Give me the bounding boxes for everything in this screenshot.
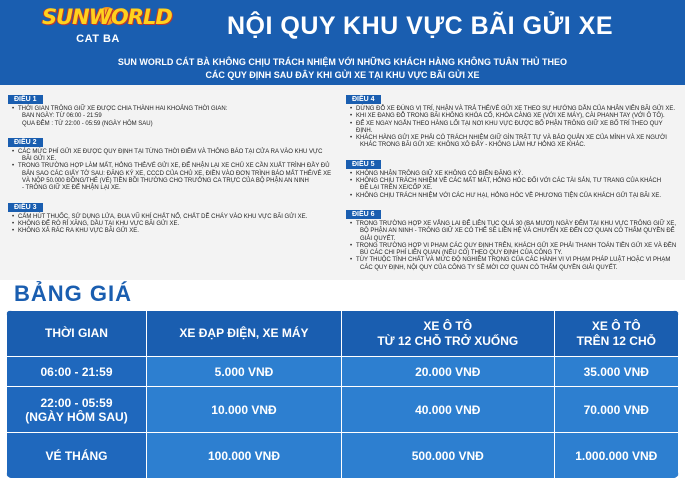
header-motorbike-label: XE ĐẠP ĐIỆN, XE MÁY <box>179 326 309 340</box>
rule-text: BAN NGÀY: TỪ 06:00 - 21:59 <box>22 113 102 120</box>
bullet-icon: • <box>350 178 353 185</box>
rule-text: KHÔNG CHỊU TRÁCH NHIỆM VỀ CÁC MẤT MÁT, HỎNG HÓC ĐỐI VỚI CÁC TÀI SẢN, TƯ TRANG CỦA KHÁCH <box>356 178 662 185</box>
rule-line <box>346 185 680 192</box>
bullet-icon: • <box>350 106 353 112</box>
price-cell: 5.000 VNĐ <box>147 357 342 387</box>
price-cell: 500.000 VNĐ <box>341 433 554 479</box>
rule-line <box>8 228 342 235</box>
header <box>0 0 685 55</box>
rule-label: ĐIỀU 4 <box>346 95 381 104</box>
header-time <box>7 311 147 357</box>
rule-text: QUA ĐÊM : TỪ 22:00 - 05:59 (NGÀY HÔM SAU) <box>22 120 153 127</box>
rule-label: ĐIỀU 2 <box>8 138 43 147</box>
rule-text: KHI XE ĐANG ĐỖ TRONG BÃI KHÔNG KHÓA CỔ, KHÓA CÀNG XE (VỚI XE MÁY), CÀI PHANH TAY (VỚI Ô TÔ). <box>356 113 665 120</box>
rule-block <box>346 153 680 200</box>
header-car-large-line1: XE Ô TÔ <box>591 318 641 333</box>
logo-subtitle: CAT BA <box>76 33 120 45</box>
rules-panel <box>0 85 685 280</box>
bullet-icon: • <box>350 120 353 127</box>
rule-text: KHÁC TRONG BÃI GỬI XE: KHÔNG XÔ ĐẨY - KHÔNG LÀM HƯ HỎNG XE KHÁC. <box>360 142 586 149</box>
disclaimer-line-2: CÁC QUY ĐỊNH SAU ĐÂY KHI GỬI XE TẠI KHU VỰC BÃI GỬI XE <box>205 70 480 80</box>
bullet-icon: • <box>12 213 15 220</box>
rule-text: BỘ PHẬN AN NINH - TRÔNG GIỮ XE CÓ THỂ SẼ LIÊN HỆ VÀ CHUYỂN XE ĐẾN CƠ QUAN CÓ THẨM QUYỀN ĐỂ <box>360 228 675 235</box>
bullet-icon: • <box>350 257 353 264</box>
rule-text: VÀ NỘP 50.000 ĐỒNG/THẺ (VÉ) TIỀN BỒI THƯỜNG CHO TRƯỞNG CA TRỰC CỦA BỘ PHẬN AN NINH <box>22 178 309 185</box>
rule-block <box>8 131 342 193</box>
rule-text: DỪNG ĐỖ XE ĐÚNG VỊ TRÍ, NHẬN VÀ TRẢ THẺ/VÉ GỬI XE THEO SỰ HƯỚNG DẪN CỦA NHÂN VIÊN BÃI GỬI XE. <box>356 106 676 112</box>
logo-text: SUNWORLD <box>42 5 172 29</box>
bullet-icon: • <box>350 170 353 177</box>
price-header-row <box>7 311 679 357</box>
bullet-icon: • <box>350 220 353 227</box>
header-car-large <box>554 311 678 357</box>
rule-label: ĐIỀU 3 <box>8 203 43 212</box>
rule-text: ĐỂ XE NGAY NGẮN THEO HÀNG LỐI TẠI NƠI KHU VỰC ĐƯỢC BỐ PHẬN TRÔNG GIỮ XE BỐ TRÍ THEO QUY ĐỊNH. <box>356 120 663 134</box>
bullet-icon: • <box>12 228 15 235</box>
price-cell: 20.000 VNĐ <box>341 357 554 387</box>
header-time-label: THỜI GIAN <box>45 326 108 340</box>
rule-block <box>346 203 680 272</box>
rule-line <box>346 142 680 149</box>
rule-text: TRONG TRƯỜNG HỢP LÀM MẤT, HỎNG THẺ/VÉ GỬI XE, ĐỂ NHẬN LẠI XE CHỦ XE CẦN XUẤT TRÌNH ĐẦY ĐỦ <box>18 163 330 170</box>
rule-text: KHÔNG NHẬN TRÔNG GIỮ XE KHÔNG CÓ BIỂN ĐĂNG KÝ. <box>356 170 524 177</box>
rule-block <box>8 196 342 236</box>
rule-text: CÁC MỨC PHÍ GỬI XE ĐƯỢC QUY ĐỊNH TẠI TỪNG THỜI ĐIỂM VÀ THÔNG BÁO TẠI CỬA RA VÀO KHU VỰC <box>18 148 323 155</box>
rule-text: THỜI GIAN TRÔNG GIỮ XE ĐƯỢC CHIA THÀNH HAI KHOẢNG THỜI GIAN: <box>18 106 228 112</box>
price-row <box>7 387 679 433</box>
time-cell <box>7 433 147 479</box>
bullet-icon: • <box>350 135 353 142</box>
price-table <box>6 310 679 478</box>
time-label: VÉ THÁNG <box>45 448 108 463</box>
rule-text: BÃI GỬI XE. <box>22 156 57 163</box>
disclaimer <box>0 55 685 85</box>
rule-text: - TRÔNG GIỮ XE ĐỂ NHẬN LẠI XE. <box>22 185 121 192</box>
disclaimer-line-1: SUN WORLD CÁT BÀ KHÔNG CHỊU TRÁCH NHIỆM VỚI NHỮNG KHÁCH HÀNG KHÔNG TUÂN THỦ THEO <box>117 57 568 67</box>
rule-line <box>8 171 342 178</box>
rule-line <box>346 121 680 136</box>
time-note: (NGÀY HÔM SAU) <box>25 409 128 424</box>
price-cell: 70.000 VNĐ <box>554 387 678 433</box>
bullet-icon: • <box>350 113 353 120</box>
rule-block <box>8 88 342 128</box>
price-cell: 100.000 VNĐ <box>147 433 342 479</box>
time-label: 22:00 - 05:59 <box>40 395 113 410</box>
rule-text: BẢN SAO CÁC GIẤY TỜ SAU: ĐĂNG KÝ XE, CCCD CỦA CHỦ XE, ĐIỀN VÀO ĐƠN TRÌNH BÁO MẤT THẺ/VÉ XE <box>22 170 332 177</box>
rule-text: KHÔNG ĐỂ RÒ RỈ XĂNG, DẦU TẠI KHU VỰC BÃI GỬI XE. <box>18 220 180 227</box>
rule-text: KHÔNG CHỊU TRÁCH NHIỆM VỚI CÁC HƯ HẠI, HỎNG HÓC VỀ PHƯƠNG TIỆN CỦA KHÁCH GỬI TẠI BÃI XE. <box>356 192 662 199</box>
price-cell: 35.000 VNĐ <box>554 357 678 387</box>
rule-label: ĐIỀU 5 <box>346 160 381 169</box>
rules-column-right <box>346 88 680 275</box>
rule-line <box>8 149 342 156</box>
rule-line <box>346 257 680 264</box>
rule-line <box>8 121 342 128</box>
rule-line <box>346 236 680 243</box>
header-car-small-line1: XE Ô TÔ <box>423 318 473 333</box>
sunworld-logo <box>42 5 172 51</box>
header-motorbike <box>147 311 342 357</box>
header-car-small-line2: TỪ 12 CHỖ TRỞ XUỐNG <box>377 333 519 348</box>
bullet-icon: • <box>12 148 15 155</box>
header-car-small <box>341 311 554 357</box>
header-car-large-line2: TRÊN 12 CHỖ <box>576 333 656 348</box>
rule-line <box>8 185 342 192</box>
bullet-icon: • <box>350 192 353 199</box>
bullet-icon: • <box>12 106 15 112</box>
price-cell: 10.000 VNĐ <box>147 387 342 433</box>
rule-label: ĐIỀU 6 <box>346 210 381 219</box>
rule-text: ĐỂ LẠI TRÊN XE/CỐP XE. <box>360 185 433 192</box>
rules-column-left <box>8 88 342 239</box>
rule-text: KHÁCH HÀNG GỬI XE PHẢI CÓ TRÁCH NHIỆM GIỮ GÌN TRẬT TỰ VÀ BẢO QUẢN XE CỦA MÌNH VÀ XE NGƯỜI <box>356 135 667 142</box>
rule-label: ĐIỀU 1 <box>8 95 43 104</box>
bullet-icon: • <box>350 242 353 249</box>
price-row <box>7 433 679 479</box>
rule-text: BÙ CÁC CHI PHÍ LIÊN QUAN (NẾU CÓ) THEO QUY ĐỊNH CỦA CÔNG TY. <box>360 250 563 257</box>
time-cell <box>7 387 147 433</box>
price-cell: 1.000.000 VNĐ <box>554 433 678 479</box>
rule-line <box>346 228 680 235</box>
time-label: 06:00 - 21:59 <box>40 364 113 379</box>
rule-line <box>8 113 342 120</box>
time-cell <box>7 357 147 387</box>
rule-line <box>8 163 342 170</box>
rule-text: CÁC QUY ĐỊNH, NỘI QUY CỦA CÔNG TY SẼ MỜI CƠ QUAN CÓ THẨM QUYỀN GIẢI QUYẾT. <box>360 264 618 271</box>
bullet-icon: • <box>12 220 15 227</box>
rule-text: TRONG TRƯỜNG HỢP VI PHẠM CÁC QUY ĐỊNH TRÊN, KHÁCH GỬI XE PHẢI THANH TOÁN TIỀN GỬI XE VÀ ĐỀN <box>356 242 677 249</box>
page-title: NỘI QUY KHU VỰC BÃI GỬI XE <box>226 12 613 40</box>
rule-text: TÙY THUỘC TÍNH CHẤT VÀ MỨC ĐỘ NGHIÊM TRỌNG CỦA CÁC HÀNH VI VI PHẠM PHÁP LUẬT HOẶC VI PHẠM <box>356 257 671 264</box>
rule-text: KHÔNG XẢ RÁC RA KHU VỰC BÃI GỬI XE. <box>18 228 139 235</box>
bullet-icon: • <box>12 163 15 170</box>
rule-text: TRONG TRƯỜNG HỢP XE VẮNG LAI ĐỂ LIÊN TỤC QUÁ 30 (BA MƯƠI) NGÀY ĐÊM TẠI KHU VỰC TRÔNG GIỮ XE, <box>356 220 676 227</box>
rule-text: CẤM HÚT THUỐC, SỬ DỤNG LỬA, ĐUA VŨ KHÍ CHẤT NỔ, CHẤT DỄ CHÁY VÀO KHU VỰC BÃI GỬI XE. <box>18 213 308 220</box>
price-cell: 40.000 VNĐ <box>341 387 554 433</box>
rule-line <box>346 265 680 272</box>
price-row <box>7 357 679 387</box>
rule-line <box>8 214 342 221</box>
rule-line <box>346 193 680 200</box>
rule-line <box>346 171 680 178</box>
price-title: BẢNG GIÁ <box>14 281 132 306</box>
rule-line <box>346 113 680 120</box>
rule-text: GIẢI QUYẾT. <box>360 235 396 242</box>
rule-block <box>346 88 680 150</box>
